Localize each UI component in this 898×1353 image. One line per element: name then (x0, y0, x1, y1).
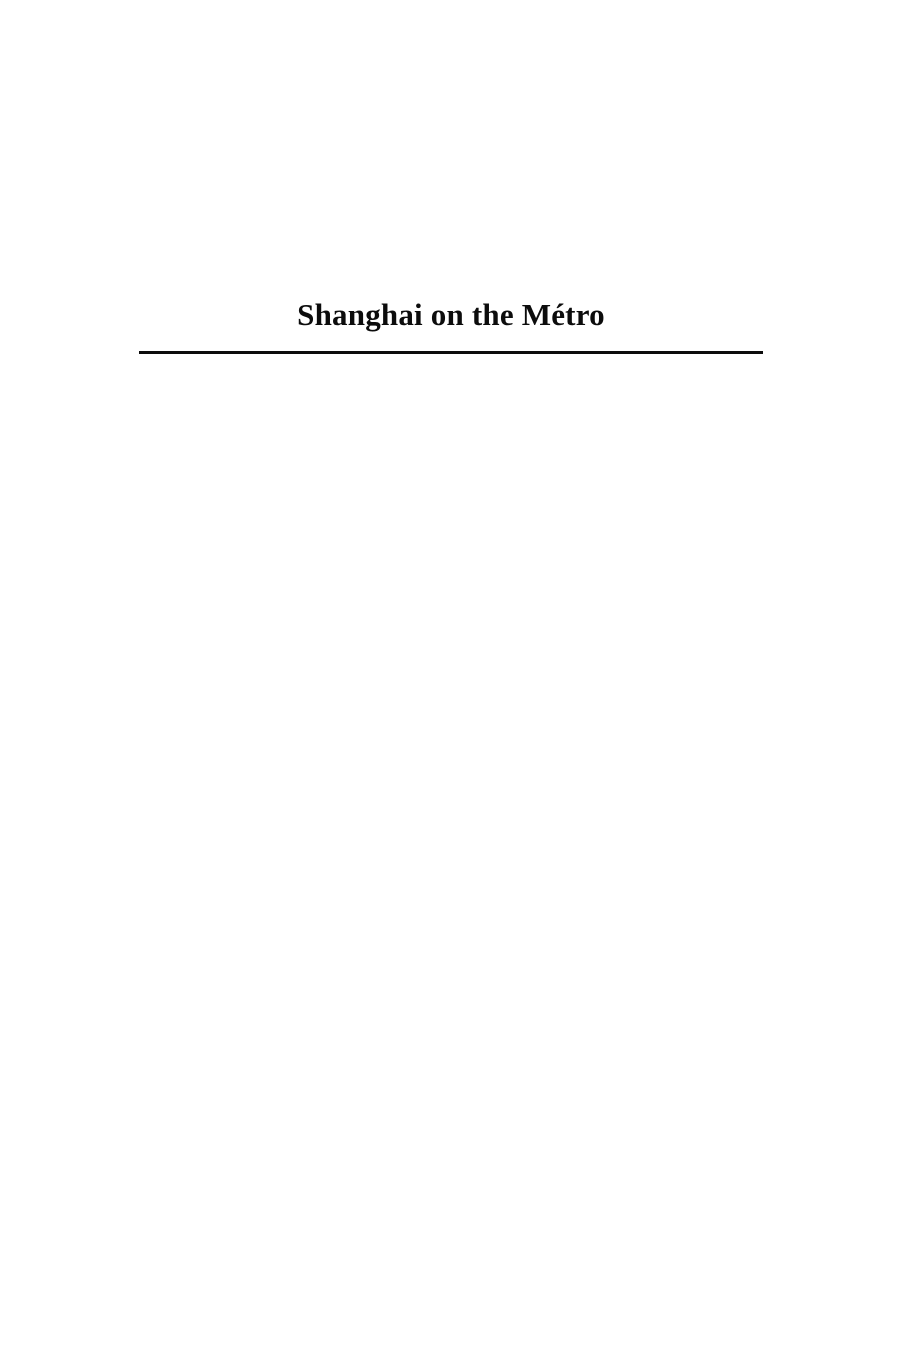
page-title: Shanghai on the Métro (297, 297, 605, 332)
title-divider (139, 351, 763, 354)
half-title-block (139, 296, 763, 354)
